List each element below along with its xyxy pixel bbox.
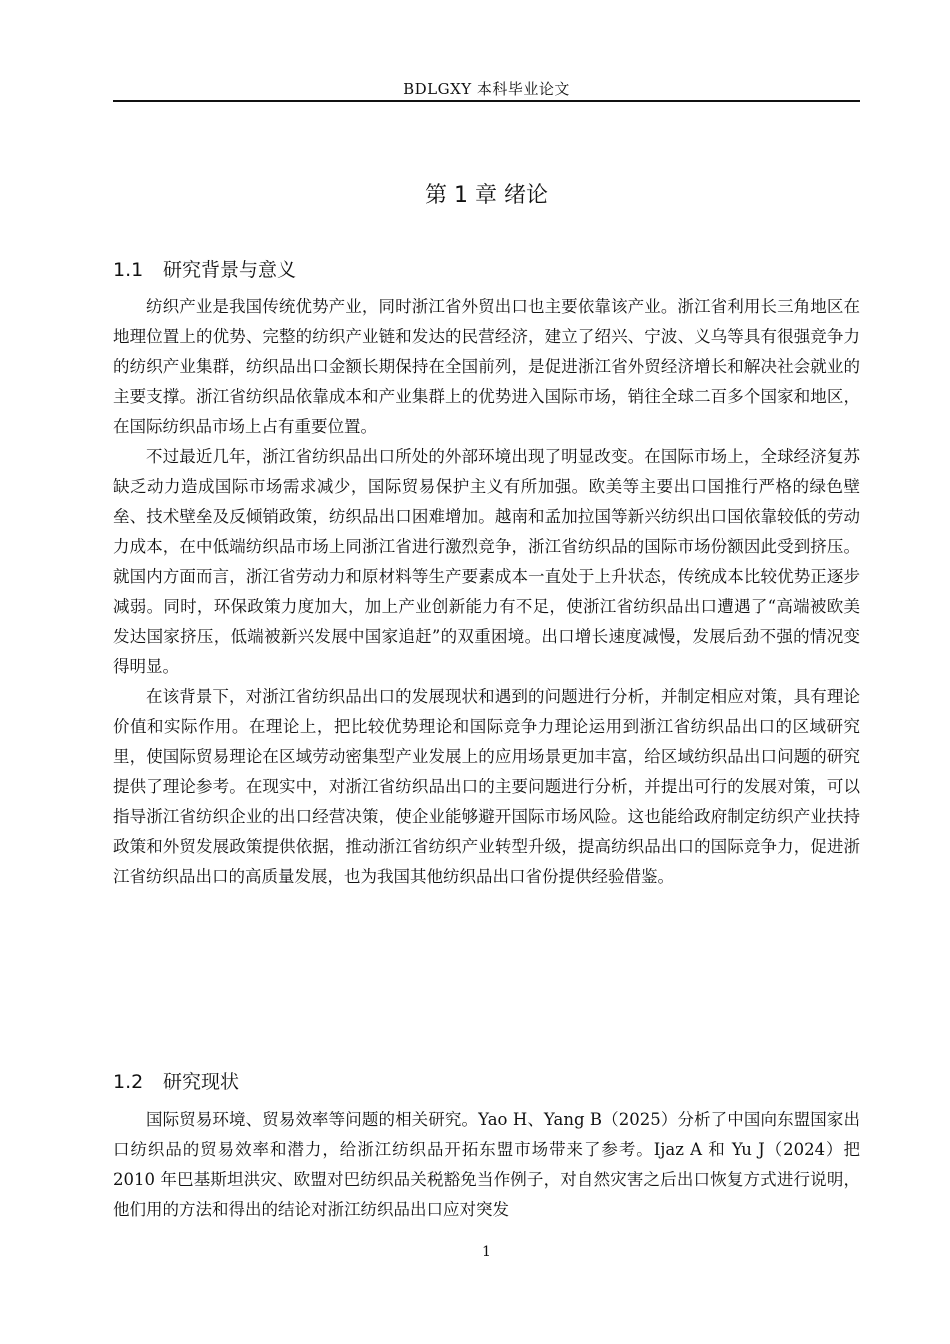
header-divider bbox=[113, 100, 860, 102]
section-heading-1-1 bbox=[113, 255, 296, 282]
page-number: 1 bbox=[482, 1244, 491, 1260]
paragraph: 纺织产业是我国传统优势产业，同时浙江省外贸出口也主要依靠该产业。浙江省利用长三角地区在地理位置上的优势、完整的纺织产业链和发达的民营经济，建立了绍兴、宁波、义乌等具有很强竞争力的纺织产业集群，纺织品出口金额长期保持在全国前列，是促进浙江省外贸经济增长和解决社会就业的主要支撑。浙江省纺织品依靠成本和产业集群上的优势进入国际市场，销往全球二百多个国家和地区，在国际纺织品市场上占有重要位置。 bbox=[113, 297, 860, 436]
section-number: 1.2 bbox=[113, 1071, 144, 1093]
section-title: 研究现状 bbox=[163, 1071, 240, 1093]
section-body-1-2 bbox=[113, 1105, 860, 1225]
running-header: BDLGXY 本科毕业论文 bbox=[403, 80, 570, 98]
section-body-1-1 bbox=[113, 292, 860, 892]
section-heading-1-2 bbox=[113, 1067, 239, 1094]
chapter-title: 第 1 章 绪论 bbox=[425, 183, 548, 208]
paragraph: 国际贸易环境、贸易效率等问题的相关研究。Yao H、Yang B（2025）分析了中国向东盟国家出口纺织品的贸易效率和潜力，给浙江纺织品开拓东盟市场带来了参考。Ijaz A 和 Yu J（2024）把 2010 年巴基斯坦洪灾、欧盟对巴纺织品关税豁免当作例子，对自然灾害之后出口恢复方式进行说明，他们用的方法和得出的结论对浙江纺织品出口应对突发 bbox=[113, 1110, 860, 1219]
section-title: 研究背景与意义 bbox=[163, 259, 297, 281]
section-number: 1.1 bbox=[113, 259, 144, 281]
paragraph: 不过最近几年，浙江省纺织品出口所处的外部环境出现了明显改变。在国际市场上，全球经济复苏缺乏动力造成国际市场需求减少，国际贸易保护主义有所加强。欧美等主要出口国推行严格的绿色壁垒、技术壁垒及反倾销政策，纺织品出口困难增加。越南和孟加拉国等新兴纺织出口国依靠较低的劳动力成本，在中低端纺织品市场上同浙江省进行激烈竞争，浙江省纺织品的国际市场份额因此受到挤压。就国内方面而言，浙江省劳动力和原材料等生产要素成本一直处于上升状态，传统成本比较优势正逐步减弱。同时，环保政策力度加大，加上产业创新能力有不足，使浙江省纺织品出口遭遇了“高端被欧美发达国家挤压，低端被新兴发展中国家追赶”的双重困境。出口增长速度减慢，发展后劲不强的情况变得明显。 bbox=[113, 447, 860, 676]
paragraph: 在该背景下，对浙江省纺织品出口的发展现状和遇到的问题进行分析，并制定相应对策，具有理论价值和实际作用。在理论上，把比较优势理论和国际竞争力理论运用到浙江省纺织品出口的区域研究里，使国际贸易理论在区域劳动密集型产业发展上的应用场景更加丰富，给区域纺织品出口问题的研究提供了理论参考。在现实中，对浙江省纺织品出口的主要问题进行分析，并提出可行的发展对策，可以指导浙江省纺织企业的出口经营决策，使企业能够避开国际市场风险。这也能给政府制定纺织产业扶持政策和外贸发展政策提供依据，推动浙江省纺织产业转型升级，提高纺织品出口的国际竞争力，促进浙江省纺织品出口的高质量发展，也为我国其他纺织品出口省份提供经验借鉴。 bbox=[113, 687, 860, 886]
